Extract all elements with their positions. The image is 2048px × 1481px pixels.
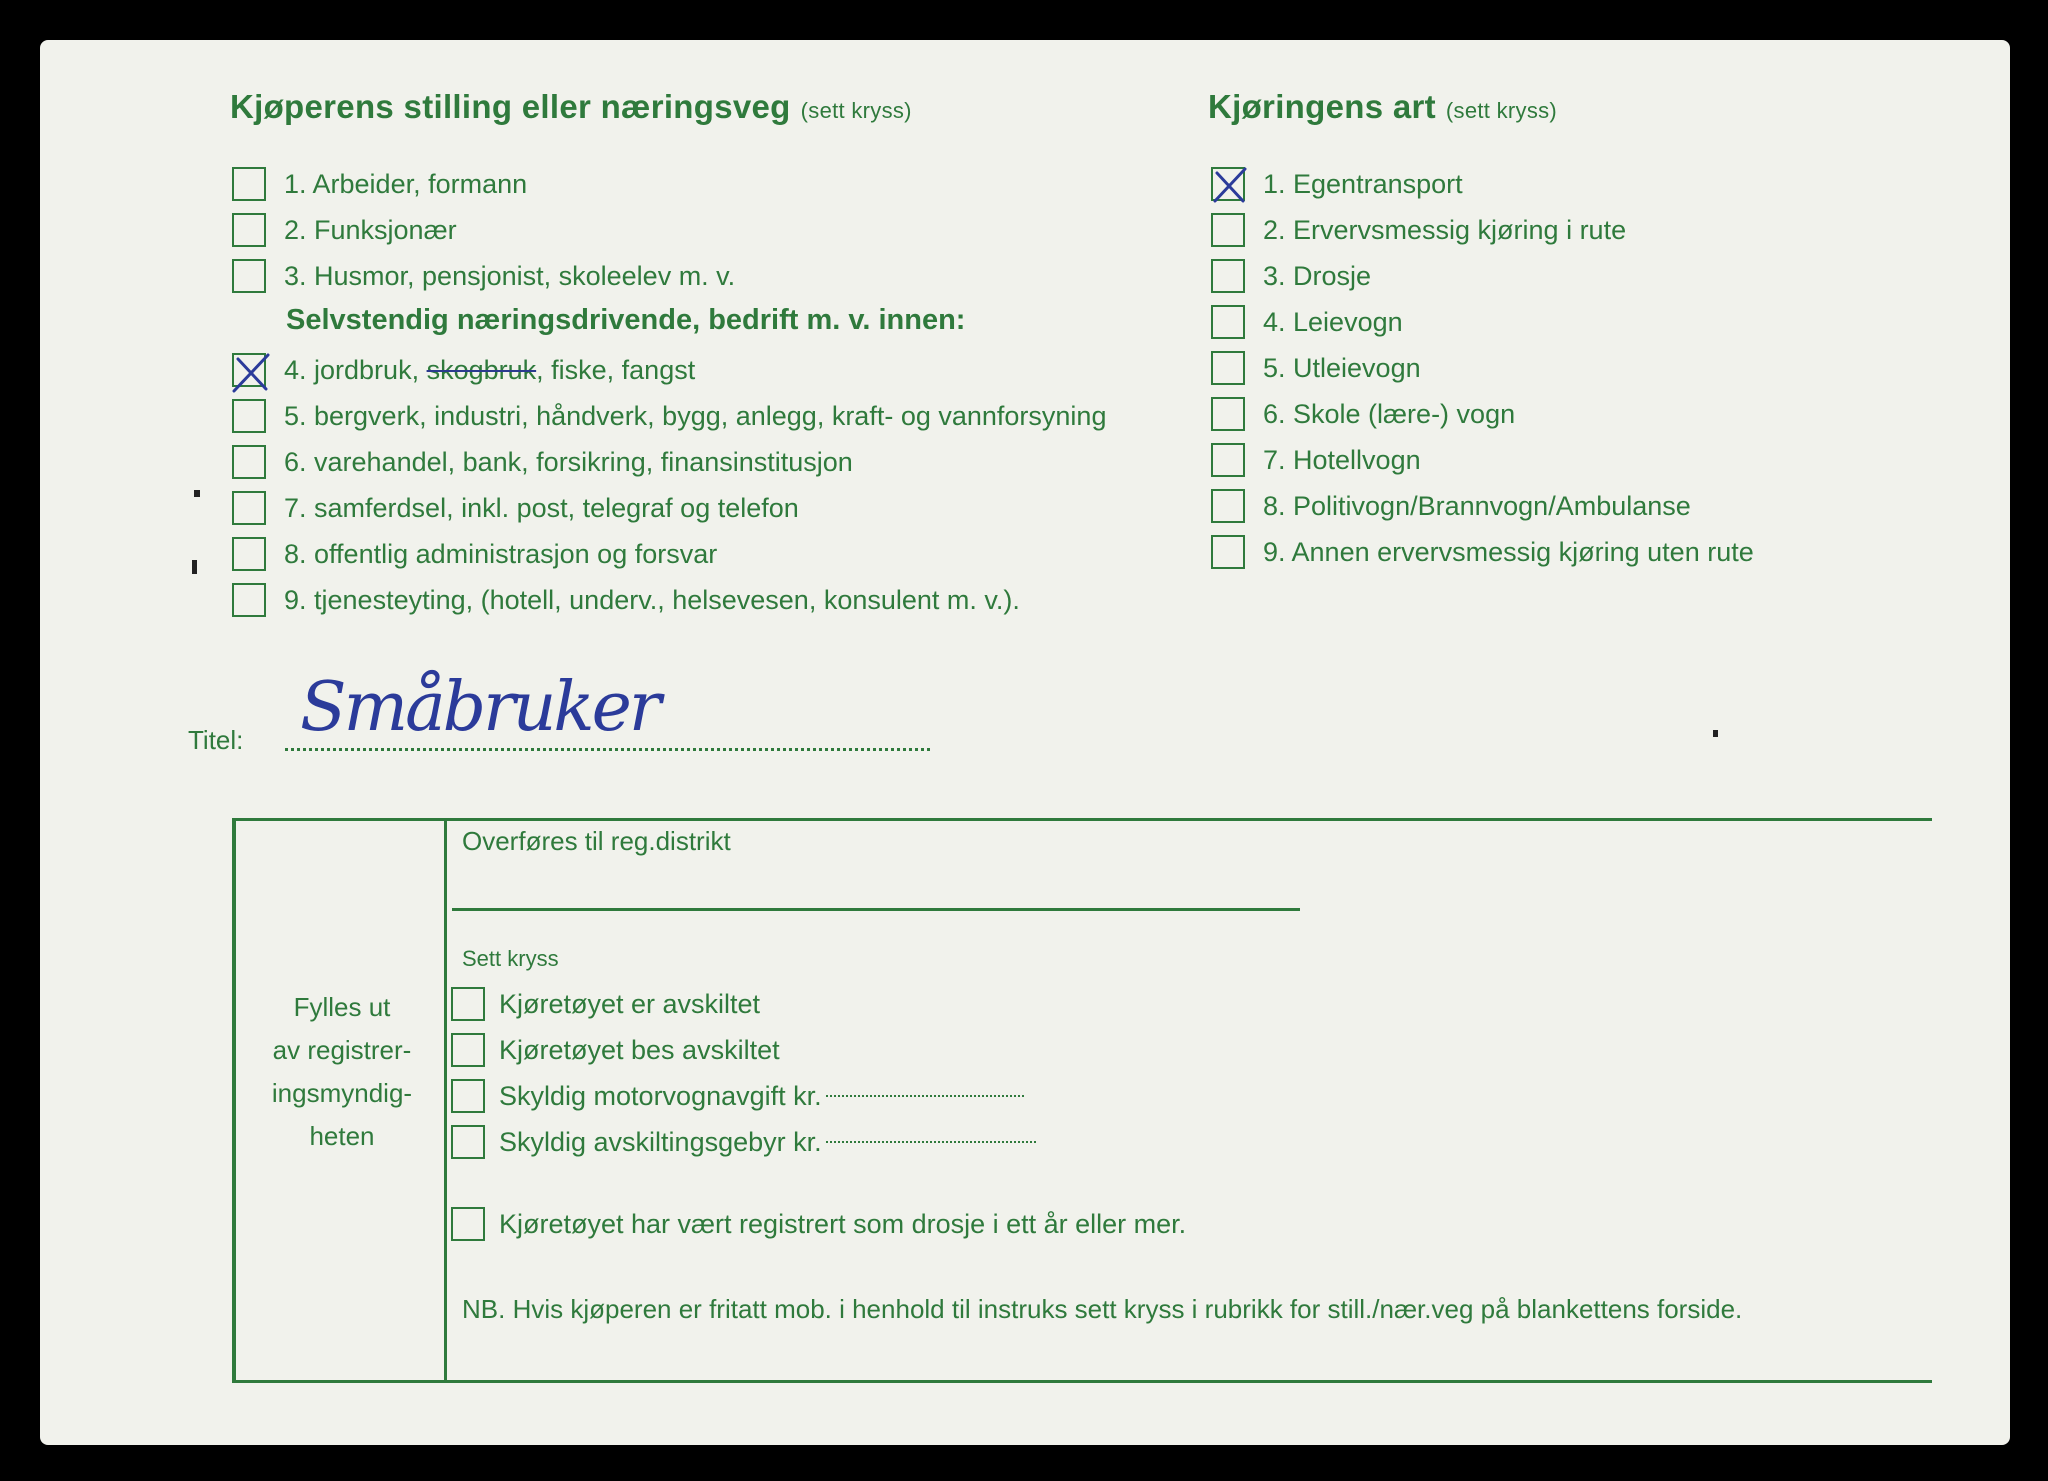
occupation-option-3[interactable] xyxy=(232,256,735,296)
self-employed-subheading: Selvstendig næringsdrivende, bedrift m. v. innen: xyxy=(286,304,966,336)
occupation-checkbox-8[interactable] xyxy=(232,537,266,571)
transfer-label: Overføres til reg.distrikt xyxy=(462,826,731,856)
occupation-option-9[interactable] xyxy=(232,580,1020,620)
transport-label-6: 6. Skole (lære-) vogn xyxy=(1263,398,1516,429)
drosje-checkbox[interactable] xyxy=(451,1207,485,1241)
box-left-rule xyxy=(232,818,236,1383)
occupation-option-4[interactable] xyxy=(232,350,695,390)
motorvognavgift-dotted-field[interactable] xyxy=(826,1095,1024,1097)
registry-check-label-1: Kjøretøyet er avskiltet xyxy=(499,988,761,1019)
occupation-option-2[interactable] xyxy=(232,210,457,250)
transport-option-5[interactable] xyxy=(1211,348,1421,388)
registry-check-label-4: Skyldig avskiltingsgebyr kr. xyxy=(499,1126,822,1157)
transport-option-2[interactable] xyxy=(1211,210,1626,250)
occupation-label-9: 9. tjenesteyting, (hotell, underv., helsevesen, konsulent m. v.). xyxy=(284,584,1020,615)
left-heading: Kjøperens stilling eller næringsveg (sett kryss) xyxy=(230,88,912,125)
transport-label-1: 1. Egentransport xyxy=(1263,168,1463,199)
struck-word: skogbruk xyxy=(426,354,537,385)
registry-checkbox-1[interactable] xyxy=(451,987,485,1021)
paper-speck xyxy=(194,490,200,497)
registry-check-3[interactable] xyxy=(451,1076,1024,1116)
avskiltingsgebyr-dotted-field[interactable] xyxy=(826,1141,1036,1143)
transport-checkbox-9[interactable] xyxy=(1211,535,1245,569)
registry-side-label: Fylles ut av registrer- ingsmyndig- heten xyxy=(271,992,413,1151)
drosje-check[interactable] xyxy=(451,1204,1186,1244)
occupation-label-8: 8. offentlig administrasjon og forsvar xyxy=(284,538,718,569)
paper-speck xyxy=(192,560,197,574)
transport-checkbox-7[interactable] xyxy=(1211,443,1245,477)
transport-option-7[interactable] xyxy=(1211,440,1421,480)
occupation-option-7[interactable] xyxy=(232,488,799,528)
transport-checkbox-4[interactable] xyxy=(1211,305,1245,339)
registry-check-2[interactable] xyxy=(451,1030,780,1070)
occupation-checkbox-5[interactable] xyxy=(232,399,266,433)
transport-option-9[interactable] xyxy=(1211,532,1754,572)
registry-checkbox-3[interactable] xyxy=(451,1079,485,1113)
transport-label-5: 5. Utleievogn xyxy=(1263,352,1421,383)
occupation-checkbox-7[interactable] xyxy=(232,491,266,525)
registry-check-1[interactable] xyxy=(451,984,760,1024)
transport-checkbox-2[interactable] xyxy=(1211,213,1245,247)
registry-check-4[interactable] xyxy=(451,1122,1036,1162)
occupation-checkbox-1[interactable] xyxy=(232,167,266,201)
transport-option-3[interactable] xyxy=(1211,256,1371,296)
registry-box xyxy=(232,818,1932,1383)
transport-label-4: 4. Leievogn xyxy=(1263,306,1403,337)
transport-option-4[interactable] xyxy=(1211,302,1403,342)
titel-handwritten-value[interactable]: Småbruker xyxy=(300,668,659,747)
occupation-option-1[interactable] xyxy=(232,164,527,204)
transport-option-6[interactable] xyxy=(1211,394,1515,434)
transport-label-2: 2. Ervervsmessig kjøring i rute xyxy=(1263,214,1627,245)
handwritten-cross-icon xyxy=(1209,165,1251,207)
transport-label-8: 8. Politivogn/Brannvogn/Ambulanse xyxy=(1263,490,1691,521)
handwritten-cross-icon xyxy=(230,351,272,393)
occupation-label-1: 1. Arbeider, formann xyxy=(284,168,528,199)
transport-checkbox-8[interactable] xyxy=(1211,489,1245,523)
transport-checkbox-1[interactable] xyxy=(1211,167,1245,201)
occupation-checkbox-6[interactable] xyxy=(232,445,266,479)
occupation-option-6[interactable] xyxy=(232,442,853,482)
right-heading: Kjøringens art (sett kryss) xyxy=(1208,88,1558,125)
occupation-checkbox-2[interactable] xyxy=(232,213,266,247)
occupation-label-4: 4. jordbruk, skogbruk, fiske, fangst xyxy=(284,354,696,385)
box-top-rule xyxy=(232,818,1932,821)
paper-speck xyxy=(1713,730,1718,737)
sett-kryss-label: Sett kryss xyxy=(462,946,559,971)
transport-checkbox-3[interactable] xyxy=(1211,259,1245,293)
occupation-checkbox-3[interactable] xyxy=(232,259,266,293)
transport-label-7: 7. Hotellvogn xyxy=(1263,444,1421,475)
left-heading-note: (sett kryss) xyxy=(800,98,912,123)
occupation-label-6: 6. varehandel, bank, forsikring, finansinstitusjon xyxy=(284,446,853,477)
transport-checkbox-5[interactable] xyxy=(1211,351,1245,385)
right-heading-note: (sett kryss) xyxy=(1445,98,1558,123)
transport-label-9: 9. Annen ervervsmessig kjøring uten rute xyxy=(1263,536,1754,567)
occupation-checkbox-4[interactable] xyxy=(232,353,266,387)
occupation-label-3: 3. Husmor, pensjonist, skoleelev m. v. xyxy=(284,260,736,291)
box-bottom-rule xyxy=(232,1380,1932,1383)
box-divider xyxy=(444,818,447,1383)
occupation-label-7: 7. samferdsel, inkl. post, telegraf og telefon xyxy=(284,492,799,523)
titel-dotted-line xyxy=(285,748,930,751)
nb-note: NB. Hvis kjøperen er fritatt mob. i henhold til instruks sett kryss i rubrikk for still./nær.veg på blankettens forside. xyxy=(462,1294,1743,1324)
registry-check-label-3: Skyldig motorvognavgift kr. xyxy=(499,1080,822,1111)
drosje-check-label: Kjøretøyet har vært registrert som drosje i ett år eller mer. xyxy=(499,1208,1187,1239)
occupation-option-8[interactable] xyxy=(232,534,717,574)
occupation-label-5: 5. bergverk, industri, håndverk, bygg, anlegg, kraft- og vannforsyning xyxy=(284,400,1107,431)
occupation-option-5[interactable] xyxy=(232,396,1106,436)
transport-option-1[interactable] xyxy=(1211,164,1463,204)
transport-checkbox-6[interactable] xyxy=(1211,397,1245,431)
transfer-field-line[interactable] xyxy=(452,908,1300,911)
transport-option-8[interactable] xyxy=(1211,486,1691,526)
occupation-label-2: 2. Funksjonær xyxy=(284,214,457,245)
titel-label: Titel: xyxy=(188,725,244,755)
registry-check-label-2: Kjøretøyet bes avskiltet xyxy=(499,1034,780,1065)
registry-checkbox-2[interactable] xyxy=(451,1033,485,1067)
occupation-checkbox-9[interactable] xyxy=(232,583,266,617)
transport-label-3: 3. Drosje xyxy=(1263,260,1372,291)
registry-checkbox-4[interactable] xyxy=(451,1125,485,1159)
